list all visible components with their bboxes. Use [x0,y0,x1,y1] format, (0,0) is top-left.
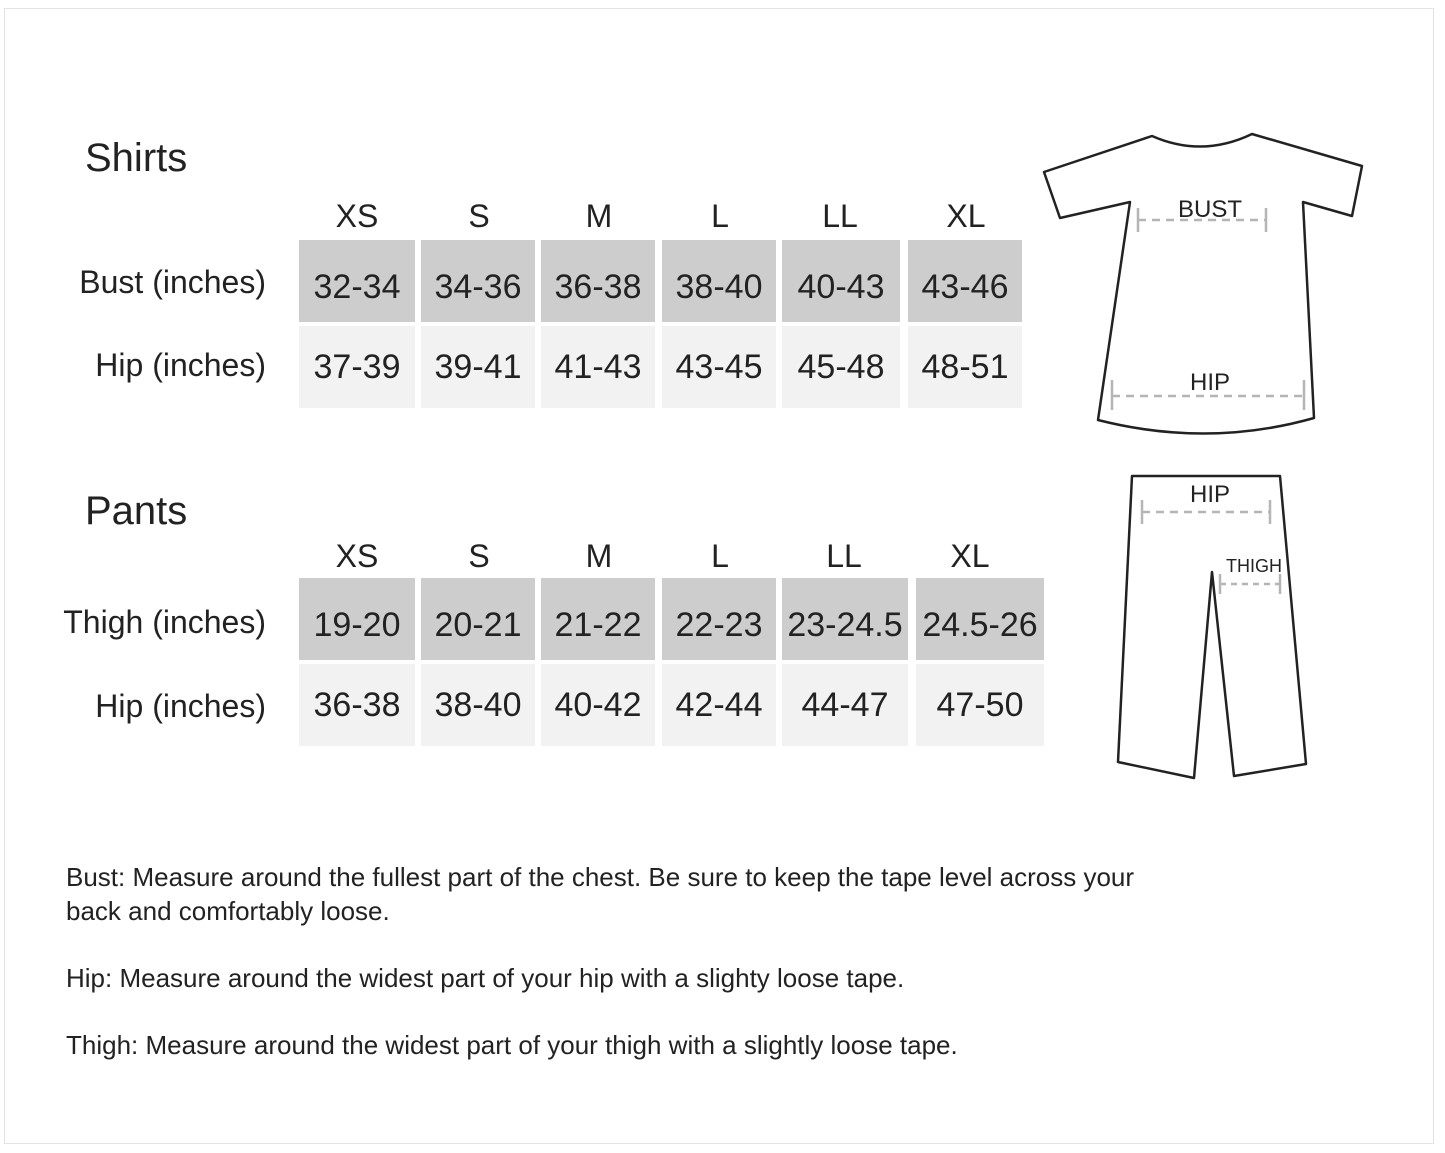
pants-hip-l: 42-44 [662,664,776,746]
pants-size-ll: LL [826,538,862,574]
shirts-size-ll: LL [822,198,858,234]
pants-hip-s: 38-40 [421,664,535,746]
pants-size-l: L [711,538,729,574]
shirts-row-label-bust: Bust (inches) [79,264,266,300]
pants-hip-m: 40-42 [541,664,655,746]
hip-note: Hip: Measure around the widest part of your hip with a slighty loose tape. [66,963,905,993]
shirt-hip-label: HIP [1189,369,1231,396]
pants-thigh-ll: 23-24.5 [782,578,908,660]
shirts-bust-m: 36-38 [541,240,655,322]
pants-row-label-hip: Hip (inches) [95,688,266,724]
pants-row-label-thigh: Thigh (inches) [63,604,266,640]
pants-title: Pants [85,489,188,533]
pants-size-s: S [468,538,490,574]
shirts-size-xl: XL [946,198,986,234]
pants-outline [1118,476,1306,778]
shirts-size-l: L [711,198,729,234]
pants-thigh-xl: 24.5-26 [916,578,1044,660]
shirts-hip-ll: 45-48 [782,326,900,408]
shirts-bust-xs: 32-34 [299,240,415,322]
pants-size-m: M [585,538,613,574]
shirts-size-s: S [468,198,490,234]
pants-size-xl: XL [950,538,990,574]
pants-hip-xl: 47-50 [916,664,1044,746]
shirts-hip-xl: 48-51 [908,326,1022,408]
pants-size-xs: XS [335,538,379,574]
shirts-hip-s: 39-41 [421,326,535,408]
shirts-hip-l: 43-45 [662,326,776,408]
pants-hip-label: HIP [1189,481,1231,508]
shirts-bust-l: 38-40 [662,240,776,322]
shirts-size-m: M [585,198,613,234]
shirts-hip-xs: 37-39 [299,326,415,408]
pants-hip-ll: 44-47 [782,664,908,746]
pants-thigh-label: THIGH [1226,556,1282,576]
pants-thigh-l: 22-23 [662,578,776,660]
pants-thigh-xs: 19-20 [299,578,415,660]
thigh-note: Thigh: Measure around the widest part of your thigh with a slightly loose tape. [66,1030,958,1060]
shirts-hip-m: 41-43 [541,326,655,408]
pants-hip-xs: 36-38 [299,664,415,746]
pants-thigh-s: 20-21 [421,578,535,660]
shirts-bust-s: 34-36 [421,240,535,322]
bust-note: Bust: Measure around the fullest part of the chest. Be sure to keep the tape level across your back and comfortably loose. [66,862,1135,926]
shirts-title: Shirts [85,136,188,180]
shirts-bust-xl: 43-46 [908,240,1022,322]
shirts-row-label-hip: Hip (inches) [95,347,266,383]
shirts-bust-ll: 40-43 [782,240,900,322]
pants-thigh-m: 21-22 [541,578,655,660]
shirt-bust-label: BUST [1177,196,1243,223]
pants-diagram [1110,470,1320,790]
shirt-diagram [1040,130,1370,442]
shirts-size-xs: XS [335,198,379,234]
